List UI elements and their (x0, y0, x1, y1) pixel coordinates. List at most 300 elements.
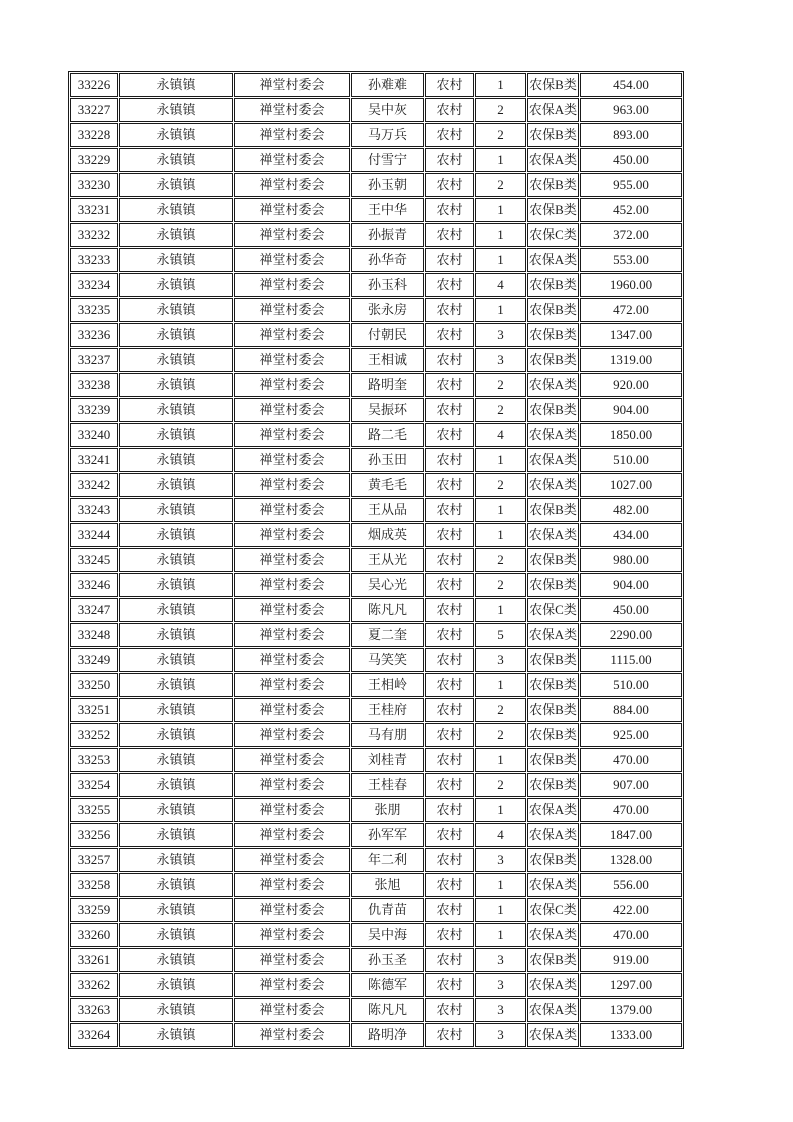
cell-insurance-category: 农保B类 (527, 73, 579, 97)
cell-insurance-category: 农保B类 (527, 948, 579, 972)
cell-insurance-category: 农保A类 (527, 248, 579, 272)
cell-insurance-category: 农保A类 (527, 1023, 579, 1047)
cell-village-committee: 禅堂村委会 (234, 673, 350, 697)
cell-serial-number: 33241 (70, 448, 118, 472)
cell-amount: 1328.00 (580, 848, 682, 872)
cell-village-committee: 禅堂村委会 (234, 923, 350, 947)
cell-village-committee: 禅堂村委会 (234, 748, 350, 772)
cell-town: 永镇镇 (119, 748, 233, 772)
cell-insurance-category: 农保A类 (527, 823, 579, 847)
cell-person-count: 2 (475, 373, 526, 397)
table-row (70, 798, 682, 822)
cell-serial-number: 33226 (70, 73, 118, 97)
cell-town: 永镇镇 (119, 923, 233, 947)
cell-person-count: 1 (475, 498, 526, 522)
cell-village-committee: 禅堂村委会 (234, 998, 350, 1022)
cell-village-committee: 禅堂村委会 (234, 698, 350, 722)
cell-serial-number: 33238 (70, 373, 118, 397)
cell-town: 永镇镇 (119, 373, 233, 397)
cell-serial-number: 33239 (70, 398, 118, 422)
cell-person-count: 1 (475, 523, 526, 547)
table-row (70, 898, 682, 922)
cell-person-count: 2 (475, 548, 526, 572)
cell-town: 永镇镇 (119, 873, 233, 897)
cell-person-count: 2 (475, 98, 526, 122)
cell-residence-type: 农村 (425, 823, 474, 847)
cell-person-name: 仇青苗 (351, 898, 424, 922)
cell-town: 永镇镇 (119, 623, 233, 647)
cell-town: 永镇镇 (119, 323, 233, 347)
cell-town: 永镇镇 (119, 548, 233, 572)
cell-insurance-category: 农保B类 (527, 123, 579, 147)
cell-amount: 434.00 (580, 523, 682, 547)
cell-insurance-category: 农保C类 (527, 598, 579, 622)
cell-serial-number: 33260 (70, 923, 118, 947)
cell-person-name: 张旭 (351, 873, 424, 897)
cell-person-count: 1 (475, 598, 526, 622)
cell-amount: 1297.00 (580, 973, 682, 997)
cell-insurance-category: 农保B类 (527, 698, 579, 722)
cell-amount: 2290.00 (580, 623, 682, 647)
cell-amount: 472.00 (580, 298, 682, 322)
cell-amount: 904.00 (580, 573, 682, 597)
cell-residence-type: 农村 (425, 423, 474, 447)
cell-person-name: 路明净 (351, 1023, 424, 1047)
cell-village-committee: 禅堂村委会 (234, 248, 350, 272)
cell-insurance-category: 农保A类 (527, 623, 579, 647)
cell-village-committee: 禅堂村委会 (234, 298, 350, 322)
cell-insurance-category: 农保B类 (527, 748, 579, 772)
cell-residence-type: 农村 (425, 673, 474, 697)
table-row (70, 123, 682, 147)
cell-amount: 470.00 (580, 798, 682, 822)
cell-insurance-category: 农保B类 (527, 848, 579, 872)
cell-village-committee: 禅堂村委会 (234, 348, 350, 372)
cell-serial-number: 33234 (70, 273, 118, 297)
cell-town: 永镇镇 (119, 223, 233, 247)
cell-town: 永镇镇 (119, 973, 233, 997)
cell-person-count: 3 (475, 323, 526, 347)
cell-village-committee: 禅堂村委会 (234, 73, 350, 97)
cell-amount: 893.00 (580, 123, 682, 147)
cell-serial-number: 33243 (70, 498, 118, 522)
cell-serial-number: 33245 (70, 548, 118, 572)
cell-person-count: 2 (475, 698, 526, 722)
cell-town: 永镇镇 (119, 298, 233, 322)
cell-town: 永镇镇 (119, 348, 233, 372)
cell-person-count: 2 (475, 573, 526, 597)
cell-amount: 422.00 (580, 898, 682, 922)
cell-serial-number: 33229 (70, 148, 118, 172)
cell-person-count: 1 (475, 148, 526, 172)
cell-amount: 454.00 (580, 73, 682, 97)
cell-serial-number: 33227 (70, 98, 118, 122)
table-row (70, 1023, 682, 1047)
cell-village-committee: 禅堂村委会 (234, 448, 350, 472)
cell-person-name: 马万兵 (351, 123, 424, 147)
table-row (70, 823, 682, 847)
cell-amount: 510.00 (580, 673, 682, 697)
cell-person-count: 1 (475, 223, 526, 247)
cell-amount: 920.00 (580, 373, 682, 397)
cell-serial-number: 33261 (70, 948, 118, 972)
cell-person-count: 1 (475, 248, 526, 272)
table-row (70, 273, 682, 297)
cell-village-committee: 禅堂村委会 (234, 398, 350, 422)
cell-amount: 1850.00 (580, 423, 682, 447)
cell-residence-type: 农村 (425, 873, 474, 897)
cell-town: 永镇镇 (119, 73, 233, 97)
cell-residence-type: 农村 (425, 973, 474, 997)
cell-residence-type: 农村 (425, 648, 474, 672)
table-row (70, 873, 682, 897)
cell-serial-number: 33259 (70, 898, 118, 922)
cell-person-name: 马笑笑 (351, 648, 424, 672)
cell-residence-type: 农村 (425, 73, 474, 97)
cell-amount: 450.00 (580, 598, 682, 622)
cell-person-count: 1 (475, 298, 526, 322)
cell-residence-type: 农村 (425, 498, 474, 522)
cell-residence-type: 农村 (425, 323, 474, 347)
cell-residence-type: 农村 (425, 348, 474, 372)
cell-insurance-category: 农保B类 (527, 548, 579, 572)
cell-insurance-category: 农保A类 (527, 973, 579, 997)
cell-person-name: 烟成英 (351, 523, 424, 547)
table-row (70, 723, 682, 747)
cell-serial-number: 33253 (70, 748, 118, 772)
cell-residence-type: 农村 (425, 898, 474, 922)
cell-amount: 1115.00 (580, 648, 682, 672)
cell-village-committee: 禅堂村委会 (234, 148, 350, 172)
table-row (70, 298, 682, 322)
cell-insurance-category: 农保B类 (527, 173, 579, 197)
cell-person-count: 4 (475, 273, 526, 297)
cell-person-name: 吴中灰 (351, 98, 424, 122)
cell-village-committee: 禅堂村委会 (234, 323, 350, 347)
cell-amount: 955.00 (580, 173, 682, 197)
cell-insurance-category: 农保A类 (527, 473, 579, 497)
cell-serial-number: 33252 (70, 723, 118, 747)
cell-town: 永镇镇 (119, 448, 233, 472)
cell-village-committee: 禅堂村委会 (234, 198, 350, 222)
cell-insurance-category: 农保B类 (527, 348, 579, 372)
cell-person-name: 孙振青 (351, 223, 424, 247)
cell-residence-type: 农村 (425, 723, 474, 747)
cell-person-count: 1 (475, 198, 526, 222)
cell-amount: 884.00 (580, 698, 682, 722)
table-row (70, 623, 682, 647)
cell-person-name: 孙华奇 (351, 248, 424, 272)
cell-village-committee: 禅堂村委会 (234, 948, 350, 972)
cell-town: 永镇镇 (119, 148, 233, 172)
cell-person-name: 王中华 (351, 198, 424, 222)
cell-person-name: 黄毛毛 (351, 473, 424, 497)
cell-serial-number: 33263 (70, 998, 118, 1022)
cell-amount: 470.00 (580, 923, 682, 947)
cell-insurance-category: 农保B类 (527, 648, 579, 672)
cell-person-name: 陈德军 (351, 973, 424, 997)
cell-village-committee: 禅堂村委会 (234, 823, 350, 847)
cell-serial-number: 33232 (70, 223, 118, 247)
cell-insurance-category: 农保B类 (527, 573, 579, 597)
cell-amount: 482.00 (580, 498, 682, 522)
cell-insurance-category: 农保A类 (527, 423, 579, 447)
table-row (70, 973, 682, 997)
cell-amount: 372.00 (580, 223, 682, 247)
cell-insurance-category: 农保A类 (527, 873, 579, 897)
cell-insurance-category: 农保B类 (527, 773, 579, 797)
cell-village-committee: 禅堂村委会 (234, 98, 350, 122)
cell-residence-type: 农村 (425, 748, 474, 772)
cell-amount: 1027.00 (580, 473, 682, 497)
cell-insurance-category: 农保A类 (527, 373, 579, 397)
cell-village-committee: 禅堂村委会 (234, 973, 350, 997)
cell-serial-number: 33240 (70, 423, 118, 447)
cell-village-committee: 禅堂村委会 (234, 223, 350, 247)
cell-serial-number: 33250 (70, 673, 118, 697)
table-row (70, 73, 682, 97)
table-row (70, 923, 682, 947)
cell-residence-type: 农村 (425, 598, 474, 622)
cell-village-committee: 禅堂村委会 (234, 523, 350, 547)
cell-town: 永镇镇 (119, 673, 233, 697)
cell-amount: 1333.00 (580, 1023, 682, 1047)
cell-insurance-category: 农保A类 (527, 148, 579, 172)
cell-person-count: 4 (475, 423, 526, 447)
cell-person-count: 1 (475, 748, 526, 772)
cell-person-count: 2 (475, 473, 526, 497)
cell-town: 永镇镇 (119, 123, 233, 147)
cell-residence-type: 农村 (425, 998, 474, 1022)
cell-residence-type: 农村 (425, 698, 474, 722)
cell-serial-number: 33248 (70, 623, 118, 647)
cell-person-count: 5 (475, 623, 526, 647)
cell-village-committee: 禅堂村委会 (234, 648, 350, 672)
cell-insurance-category: 农保B类 (527, 723, 579, 747)
cell-person-count: 3 (475, 973, 526, 997)
cell-town: 永镇镇 (119, 648, 233, 672)
table-row (70, 748, 682, 772)
cell-village-committee: 禅堂村委会 (234, 598, 350, 622)
table-row (70, 198, 682, 222)
cell-insurance-category: 农保A类 (527, 798, 579, 822)
cell-amount: 1379.00 (580, 998, 682, 1022)
table-row (70, 98, 682, 122)
cell-town: 永镇镇 (119, 848, 233, 872)
cell-town: 永镇镇 (119, 423, 233, 447)
cell-town: 永镇镇 (119, 473, 233, 497)
table-row (70, 398, 682, 422)
table-row (70, 948, 682, 972)
cell-residence-type: 农村 (425, 773, 474, 797)
cell-serial-number: 33254 (70, 773, 118, 797)
cell-person-count: 2 (475, 173, 526, 197)
cell-village-committee: 禅堂村委会 (234, 573, 350, 597)
cell-residence-type: 农村 (425, 398, 474, 422)
cell-amount: 452.00 (580, 198, 682, 222)
cell-amount: 553.00 (580, 248, 682, 272)
cell-amount: 1960.00 (580, 273, 682, 297)
cell-person-name: 吴中海 (351, 923, 424, 947)
cell-insurance-category: 农保A类 (527, 448, 579, 472)
cell-person-count: 3 (475, 1023, 526, 1047)
cell-village-committee: 禅堂村委会 (234, 273, 350, 297)
cell-residence-type: 农村 (425, 798, 474, 822)
cell-serial-number: 33258 (70, 873, 118, 897)
cell-village-committee: 禅堂村委会 (234, 1023, 350, 1047)
cell-person-count: 2 (475, 773, 526, 797)
cell-town: 永镇镇 (119, 823, 233, 847)
cell-town: 永镇镇 (119, 773, 233, 797)
cell-person-name: 王相诚 (351, 348, 424, 372)
table-row (70, 648, 682, 672)
cell-village-committee: 禅堂村委会 (234, 723, 350, 747)
cell-person-name: 孙玉朝 (351, 173, 424, 197)
cell-insurance-category: 农保B类 (527, 323, 579, 347)
cell-person-name: 孙军军 (351, 823, 424, 847)
table-row (70, 848, 682, 872)
cell-person-name: 孙玉田 (351, 448, 424, 472)
cell-person-count: 1 (475, 873, 526, 897)
cell-person-name: 付朝民 (351, 323, 424, 347)
cell-person-name: 孙玉科 (351, 273, 424, 297)
cell-town: 永镇镇 (119, 98, 233, 122)
cell-person-name: 夏二奎 (351, 623, 424, 647)
cell-person-name: 王从光 (351, 548, 424, 572)
cell-village-committee: 禅堂村委会 (234, 473, 350, 497)
cell-residence-type: 农村 (425, 298, 474, 322)
cell-person-name: 刘桂青 (351, 748, 424, 772)
cell-person-count: 3 (475, 948, 526, 972)
table-row (70, 373, 682, 397)
cell-insurance-category: 农保A类 (527, 98, 579, 122)
cell-residence-type: 农村 (425, 1023, 474, 1047)
cell-town: 永镇镇 (119, 1023, 233, 1047)
cell-person-count: 2 (475, 398, 526, 422)
cell-serial-number: 33262 (70, 973, 118, 997)
cell-serial-number: 33236 (70, 323, 118, 347)
cell-residence-type: 农村 (425, 948, 474, 972)
table-row (70, 323, 682, 347)
cell-village-committee: 禅堂村委会 (234, 623, 350, 647)
cell-person-count: 4 (475, 823, 526, 847)
cell-person-name: 张朋 (351, 798, 424, 822)
cell-amount: 470.00 (580, 748, 682, 772)
cell-person-name: 张永房 (351, 298, 424, 322)
cell-residence-type: 农村 (425, 198, 474, 222)
cell-residence-type: 农村 (425, 373, 474, 397)
cell-village-committee: 禅堂村委会 (234, 848, 350, 872)
table-row (70, 698, 682, 722)
cell-amount: 925.00 (580, 723, 682, 747)
cell-person-count: 3 (475, 648, 526, 672)
cell-residence-type: 农村 (425, 248, 474, 272)
cell-village-committee: 禅堂村委会 (234, 873, 350, 897)
cell-person-count: 3 (475, 848, 526, 872)
cell-village-committee: 禅堂村委会 (234, 173, 350, 197)
cell-insurance-category: 农保C类 (527, 223, 579, 247)
table-row (70, 473, 682, 497)
cell-person-name: 路二毛 (351, 423, 424, 447)
cell-village-committee: 禅堂村委会 (234, 898, 350, 922)
cell-residence-type: 农村 (425, 623, 474, 647)
table-row (70, 673, 682, 697)
cell-town: 永镇镇 (119, 273, 233, 297)
cell-amount: 556.00 (580, 873, 682, 897)
cell-village-committee: 禅堂村委会 (234, 423, 350, 447)
cell-serial-number: 33237 (70, 348, 118, 372)
cell-residence-type: 农村 (425, 448, 474, 472)
cell-serial-number: 33244 (70, 523, 118, 547)
table-row (70, 248, 682, 272)
cell-person-count: 3 (475, 348, 526, 372)
cell-insurance-category: 农保B类 (527, 398, 579, 422)
cell-residence-type: 农村 (425, 573, 474, 597)
cell-person-count: 2 (475, 123, 526, 147)
cell-person-name: 王桂府 (351, 698, 424, 722)
cell-residence-type: 农村 (425, 148, 474, 172)
cell-town: 永镇镇 (119, 198, 233, 222)
cell-amount: 963.00 (580, 98, 682, 122)
cell-town: 永镇镇 (119, 723, 233, 747)
cell-person-name: 王相岭 (351, 673, 424, 697)
cell-village-committee: 禅堂村委会 (234, 373, 350, 397)
cell-town: 永镇镇 (119, 398, 233, 422)
cell-serial-number: 33231 (70, 198, 118, 222)
cell-amount: 1847.00 (580, 823, 682, 847)
table-row (70, 998, 682, 1022)
cell-village-committee: 禅堂村委会 (234, 498, 350, 522)
cell-serial-number: 33251 (70, 698, 118, 722)
cell-town: 永镇镇 (119, 798, 233, 822)
cell-person-count: 1 (475, 798, 526, 822)
cell-town: 永镇镇 (119, 523, 233, 547)
cell-town: 永镇镇 (119, 598, 233, 622)
cell-amount: 904.00 (580, 398, 682, 422)
table-row (70, 423, 682, 447)
cell-serial-number: 33235 (70, 298, 118, 322)
cell-person-count: 1 (475, 673, 526, 697)
cell-person-name: 路明奎 (351, 373, 424, 397)
table-row (70, 598, 682, 622)
cell-amount: 450.00 (580, 148, 682, 172)
cell-insurance-category: 农保A类 (527, 523, 579, 547)
table-row (70, 148, 682, 172)
cell-person-count: 3 (475, 998, 526, 1022)
cell-person-name: 吴振环 (351, 398, 424, 422)
cell-village-committee: 禅堂村委会 (234, 773, 350, 797)
cell-person-name: 付雪宁 (351, 148, 424, 172)
cell-serial-number: 33246 (70, 573, 118, 597)
cell-town: 永镇镇 (119, 173, 233, 197)
cell-village-committee: 禅堂村委会 (234, 123, 350, 147)
cell-insurance-category: 农保C类 (527, 898, 579, 922)
table-row (70, 448, 682, 472)
rural-insurance-roster-table (68, 71, 684, 1049)
table-row (70, 223, 682, 247)
cell-town: 永镇镇 (119, 498, 233, 522)
cell-person-name: 吴心光 (351, 573, 424, 597)
cell-serial-number: 33255 (70, 798, 118, 822)
cell-person-count: 1 (475, 448, 526, 472)
cell-person-count: 1 (475, 898, 526, 922)
table-row (70, 498, 682, 522)
cell-serial-number: 33233 (70, 248, 118, 272)
cell-insurance-category: 农保B类 (527, 298, 579, 322)
cell-serial-number: 33242 (70, 473, 118, 497)
cell-residence-type: 农村 (425, 98, 474, 122)
cell-serial-number: 33230 (70, 173, 118, 197)
